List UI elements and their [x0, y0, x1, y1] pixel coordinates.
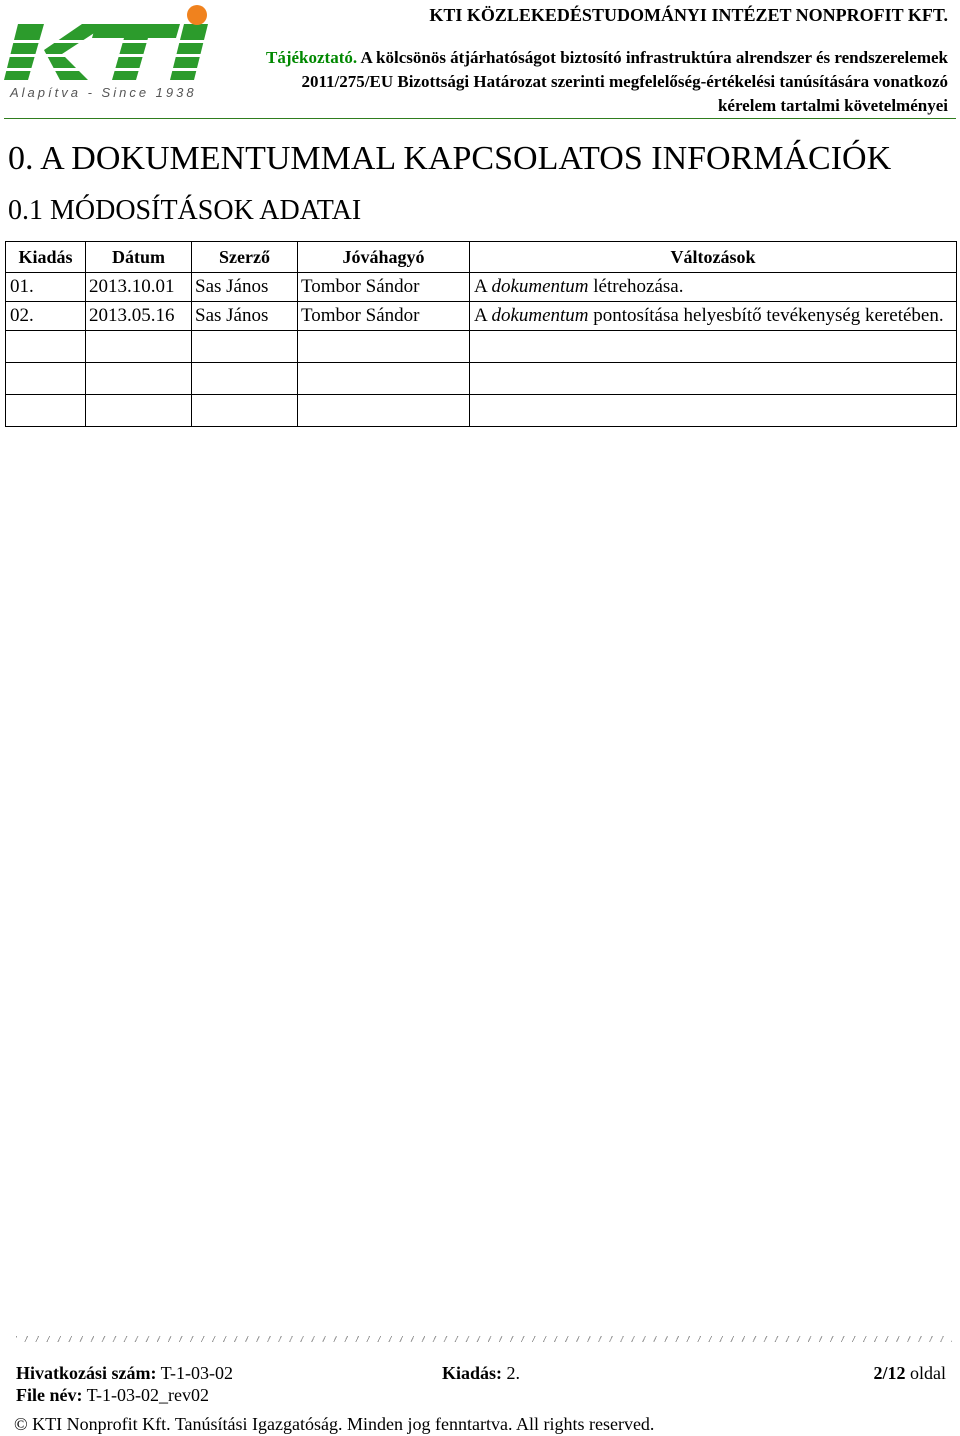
reference-label: Hivatkozási szám: [16, 1363, 157, 1383]
empty-cell [470, 363, 957, 395]
cell-datum: 2013.10.01 [86, 273, 192, 302]
empty-cell [298, 331, 470, 363]
empty-cell [86, 331, 192, 363]
issue-label: Kiadás: [442, 1363, 503, 1383]
document-title: A kölcsönös átjárhatóságot biztosító infrastruktúra alrendszer és rendszerelemek 2011/275/EU Bizottsági Határozat szerinti megfelelőség-értékelési tanúsítására vonatkozó kérelem tartalmi követelményei [301, 48, 948, 115]
cell-szerzo: Sas János [192, 273, 298, 302]
empty-cell [6, 395, 86, 427]
change-text-prefix: A [474, 305, 492, 326]
document-label: Tájékoztató. [266, 48, 358, 67]
logo-tagline: Alapítva - Since 1938 [10, 85, 197, 100]
table-row [6, 273, 957, 302]
empty-table-row [6, 395, 957, 427]
kti-logo [4, 2, 218, 102]
cell-jovahagyo: Tombor Sándor [298, 273, 470, 302]
change-text-suffix: pontosítása helyesbítő tevékenység keretében. [588, 305, 944, 326]
empty-cell [6, 331, 86, 363]
organization-name: KTI KÖZLEKEDÉSTUDOMÁNYI INTÉZET NONPROFIT KFT. [429, 5, 948, 25]
section-heading: 0. A DOKUMENTUMMAL KAPCSOLATOS INFORMÁCIÓK [8, 140, 892, 177]
reference-value: T-1-03-02 [160, 1363, 233, 1383]
change-text-prefix: A [474, 276, 492, 297]
file-value: T-1-03-02_rev02 [86, 1385, 209, 1405]
empty-cell [86, 395, 192, 427]
page-value: 2/12 [873, 1363, 906, 1383]
change-text-emphasis: dokumentum [491, 305, 589, 326]
table-row [6, 302, 957, 331]
footer-divider [16, 1336, 952, 1342]
column-header-szerzo: Szerző [192, 242, 298, 273]
page-number [873, 1362, 946, 1384]
empty-cell [470, 331, 957, 363]
empty-cell [6, 363, 86, 395]
column-header-valtozasok: Változások [470, 242, 957, 273]
empty-cell [470, 395, 957, 427]
empty-table-row [6, 363, 957, 395]
change-text-suffix: létrehozása. [588, 276, 684, 297]
cell-kiadas: 01. [6, 273, 86, 302]
empty-cell [86, 363, 192, 395]
empty-cell [192, 395, 298, 427]
cell-valtozas [470, 273, 957, 302]
empty-table-row [6, 331, 957, 363]
table-header-row [6, 242, 957, 273]
copyright-notice: © KTI Nonprofit Kft. Tanúsítási Igazgatóság. Minden jog fenntartva. All rights reserved. [14, 1414, 655, 1434]
cell-szerzo: Sas János [192, 302, 298, 331]
empty-cell [192, 363, 298, 395]
page-suffix: oldal [910, 1363, 946, 1383]
modifications-table [5, 241, 957, 427]
cell-kiadas: 02. [6, 302, 86, 331]
column-header-jovahagyo: Jóváhagyó [298, 242, 470, 273]
document-description [258, 46, 948, 118]
empty-cell [298, 363, 470, 395]
change-text-emphasis: dokumentum [491, 276, 589, 297]
cell-valtozas [470, 302, 957, 331]
issue-number [442, 1362, 873, 1384]
page-footer [16, 1362, 946, 1406]
column-header-kiadas: Kiadás [6, 242, 86, 273]
empty-cell [298, 395, 470, 427]
empty-cell [192, 331, 298, 363]
file-name [16, 1384, 209, 1406]
cell-jovahagyo: Tombor Sándor [298, 302, 470, 331]
subsection-heading: 0.1 MÓDOSÍTÁSOK ADATAI [8, 195, 362, 226]
column-header-datum: Dátum [86, 242, 192, 273]
cell-datum: 2013.05.16 [86, 302, 192, 331]
file-label: File név: [16, 1385, 83, 1405]
reference-number [16, 1362, 442, 1384]
header-divider [4, 118, 956, 119]
issue-value: 2. [506, 1363, 521, 1383]
